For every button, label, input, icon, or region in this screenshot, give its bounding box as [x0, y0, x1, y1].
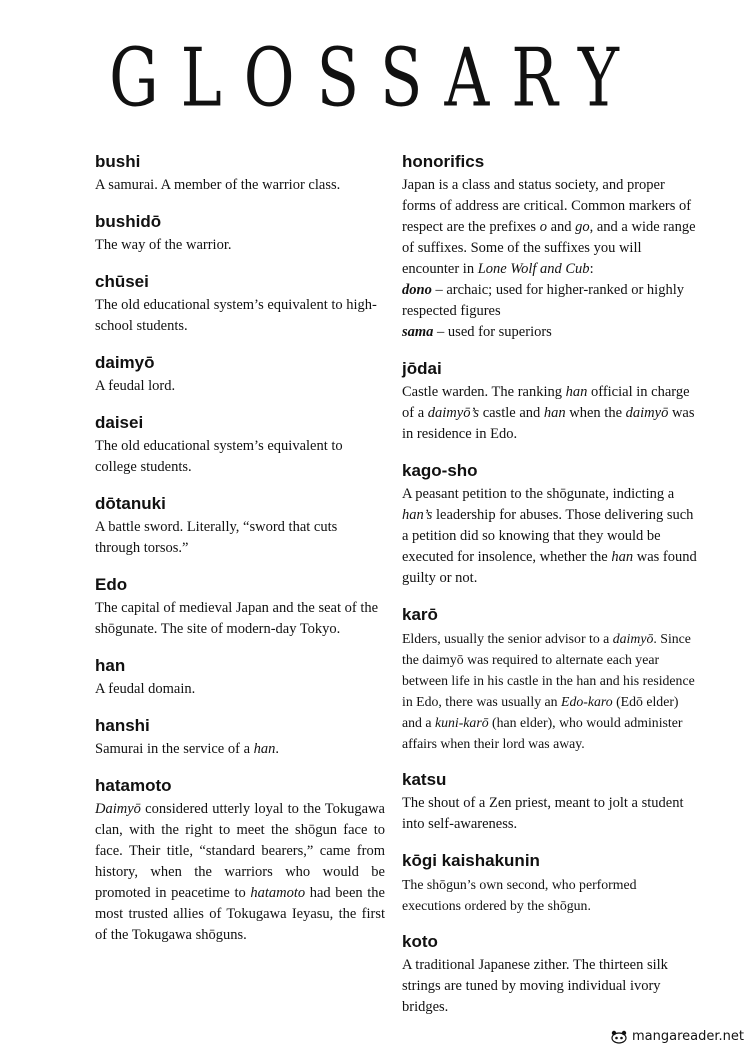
definition: [402, 175, 697, 343]
panda-logo-icon: [610, 1030, 628, 1044]
def-text: castle and: [479, 405, 544, 421]
term: bushi: [95, 152, 141, 171]
definition: The shōgun’s own second, who performed executions ordered by the shōgun.: [402, 877, 637, 913]
term: jōdai: [402, 359, 442, 378]
glossary-entry-daimyo: [95, 353, 385, 397]
def-text: leadership for abuses. Those delivering such a petition did so knowing that they would be executed for insolence, whether the: [402, 507, 694, 565]
definition: [402, 628, 697, 754]
def-text: was in residence in Edo.: [402, 405, 695, 442]
def-text: :: [589, 261, 594, 277]
glossary-entry-hatamoto: [95, 776, 385, 946]
def-text: had been the most trusted allies of Tokugawa Ieyasu, the first of the Tokugawa shōguns.: [95, 885, 385, 943]
def-italic: kuni-karō: [434, 715, 489, 730]
definition: A samurai. A member of the warrior class.: [95, 177, 341, 193]
definition: [95, 739, 385, 760]
definition: The shout of a Zen priest, meant to jolt a student into self-awareness.: [402, 795, 684, 832]
definition: The capital of medieval Japan and the seat of the shōgunate. The site of modern-day Tokyo.: [95, 600, 379, 637]
def-italic: daimyō: [612, 631, 654, 646]
definition: [95, 799, 385, 946]
glossary-entry-koto: [402, 932, 697, 1018]
def-italic: han: [543, 405, 566, 421]
def-text: was found guilty or not.: [402, 549, 697, 586]
glossary-entry-dotanuki: [95, 494, 385, 559]
def-italic: Lone Wolf and Cub: [477, 261, 590, 277]
def-text: . Since the daimyō was required to alternate each year between life in his castle in the han and his residence in Edo, there was usually an: [402, 631, 695, 709]
definition: The old educational system’s equivalent to high-school students.: [95, 297, 377, 334]
glossary-entry-kago-sho: [402, 461, 697, 589]
glossary-entry-katsu: [402, 770, 697, 835]
def-italic: go: [575, 219, 590, 235]
term: honorifics: [402, 152, 485, 171]
def-text: and: [546, 219, 576, 235]
glossary-entry-edo: [95, 575, 385, 640]
term: bushidō: [95, 212, 162, 231]
definition: A feudal lord.: [95, 378, 176, 394]
def-italic: han: [565, 384, 588, 400]
term: Edo: [95, 575, 128, 594]
def-italic: daimyō: [625, 405, 669, 421]
def-italic: o: [539, 219, 547, 235]
definition: A feudal domain.: [95, 681, 196, 697]
def-text: considered utterly loyal to the Tokugawa clan, with the right to meet the shōgun face to face. Their title, “standard bearers,” came from history, when the warriors who would be promoted in peacetime to: [95, 801, 385, 901]
glossary-right-column: [402, 152, 697, 1034]
term: kōgi kaishakunin: [402, 851, 540, 870]
def-text: – used for superiors: [433, 324, 552, 340]
term: katsu: [402, 770, 447, 789]
glossary-entry-hanshi: [95, 716, 385, 760]
term: chūsei: [95, 272, 149, 291]
glossary-entry-jodai: [402, 359, 697, 445]
def-text: Elders, usually the senior advisor to a: [402, 631, 613, 646]
glossary-entry-bushi: [95, 152, 385, 196]
def-text: official in charge of a: [402, 384, 690, 421]
definition: A battle sword. Literally, “sword that cuts through torsos.”: [95, 519, 338, 556]
def-italic: han: [253, 741, 276, 757]
def-italic: Daimyō: [95, 801, 141, 817]
definition: The old educational system’s equivalent to college students.: [95, 438, 343, 475]
def-text: when the: [565, 405, 626, 421]
glossary-entry-honorifics: [402, 152, 697, 343]
glossary-entry-karo: [402, 605, 697, 754]
term: kago-sho: [402, 461, 478, 480]
watermark: [610, 1029, 744, 1044]
def-italic: daimyō’s: [427, 405, 480, 421]
def-bold: sama: [402, 324, 434, 340]
def-text: , and a wide range of suffixes. Some of the suffixes you will encounter in: [402, 219, 696, 277]
term: dōtanuki: [95, 494, 166, 513]
def-text: Samurai in the service of a: [95, 741, 254, 757]
definition: The way of the warrior.: [95, 237, 232, 253]
glossary-entry-bushido: [95, 212, 385, 256]
def-italic: han’s: [402, 507, 433, 523]
def-text: – archaic; used for higher-ranked or highly respected figures: [402, 282, 684, 319]
def-text: Castle warden. The ranking: [402, 384, 566, 400]
def-italic: hatamoto: [250, 885, 306, 901]
definition: [402, 382, 697, 445]
glossary-entry-han: [95, 656, 385, 700]
page-title: GLOSSARY: [109, 30, 641, 125]
def-text: (Edō elder) and a: [402, 694, 679, 730]
def-text: (han elder), who would administer affairs when their lord was away.: [402, 715, 683, 751]
def-italic: han: [611, 549, 634, 565]
def-text: Japan is a class and status society, and proper forms of address are critical. Common markers of respect are the prefixes: [402, 177, 692, 235]
watermark-text: mangareader.net: [632, 1029, 744, 1044]
definition: A traditional Japanese zither. The thirteen silk strings are tuned by moving individual ivory bridges.: [402, 957, 668, 1015]
def-bold: dono: [402, 282, 432, 298]
definition: [402, 484, 697, 589]
glossary-left-column: [95, 152, 385, 962]
term: karō: [402, 605, 438, 624]
glossary-entry-chusei: [95, 272, 385, 337]
term: hatamoto: [95, 776, 172, 795]
glossary-entry-daisei: [95, 413, 385, 478]
term: hanshi: [95, 716, 150, 735]
def-text: .: [275, 741, 280, 757]
def-italic: Edo-karo: [561, 694, 613, 709]
def-text: A peasant petition to the shōgunate, indicting a: [402, 486, 675, 502]
glossary-entry-kogi-kaishakunin: [402, 851, 697, 916]
term: daisei: [95, 413, 144, 432]
term: daimyō: [95, 353, 155, 372]
term: han: [95, 656, 126, 675]
term: koto: [402, 932, 438, 951]
